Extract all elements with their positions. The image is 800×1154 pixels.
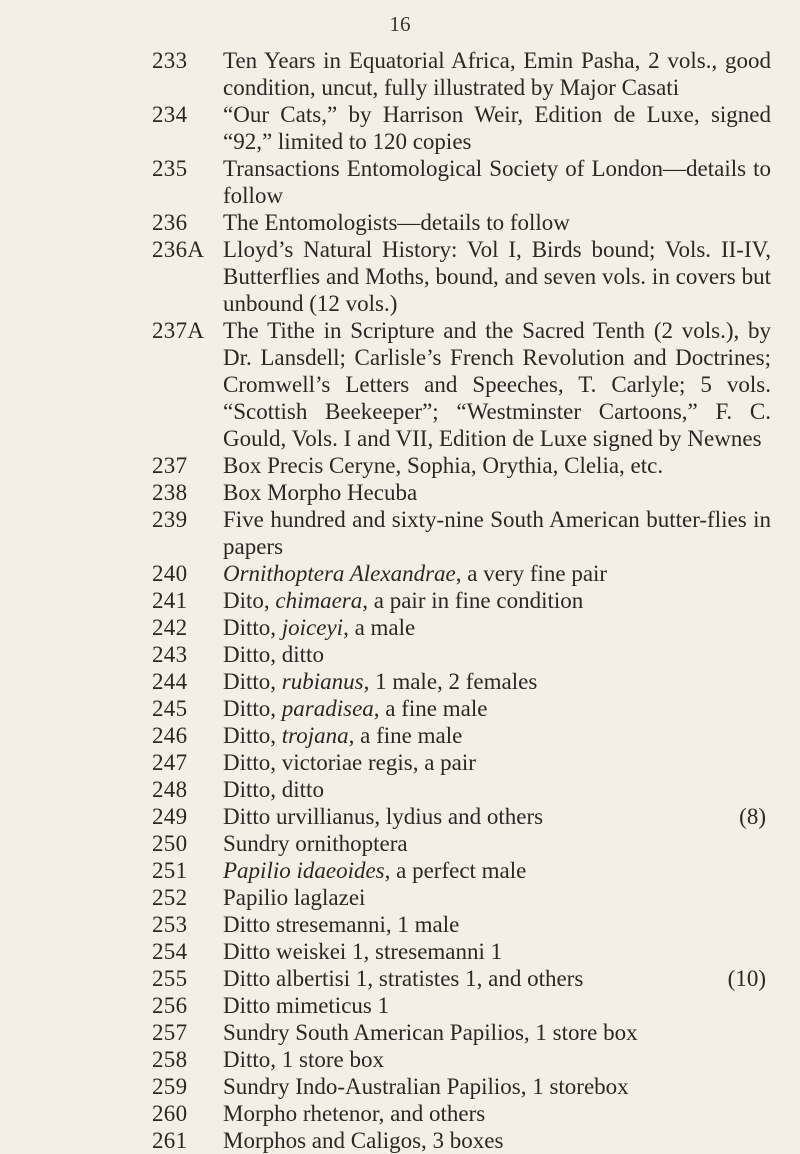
lot-number: 252 (152, 885, 188, 910)
lot-number: 242 (152, 615, 188, 640)
description-text: “Our Cats,” by Harrison Weir, Edition de Luxe, signed “92,” limited to 120 copies (223, 102, 771, 154)
lot-number: 253 (152, 912, 188, 937)
description-text: Ten Years in Equatorial Africa, Emin Pasha, 2 vols., good condition, uncut, fully illustrated by Major Casati (223, 48, 771, 100)
description-text: , a perfect male (384, 858, 527, 883)
description-text: Box Morpho Hecuba (223, 480, 418, 505)
lot-number: 245 (152, 696, 188, 721)
lot-description (223, 749, 771, 776)
lot-number: 255 (152, 966, 188, 991)
lot-entry (0, 1073, 800, 1100)
lot-entry (0, 857, 800, 884)
lot-entry (0, 938, 800, 965)
lot-number: 236 (152, 210, 188, 235)
lot-description (223, 317, 771, 452)
lot-description (223, 1019, 771, 1046)
lot-description (223, 668, 771, 695)
description-text: Box Precis Ceryne, Sophia, Orythia, Clelia, etc. (223, 453, 664, 478)
lot-description (223, 587, 771, 614)
lot-entry (0, 1046, 800, 1073)
lot-description (223, 479, 771, 506)
lot-entry (0, 1127, 800, 1154)
lot-number: 248 (152, 777, 188, 802)
lot-number: 243 (152, 642, 188, 667)
lot-entry (0, 776, 800, 803)
description-text: , a pair in fine condition (362, 588, 584, 613)
lot-number: 237A (152, 318, 205, 343)
species-name: trojana (281, 723, 349, 748)
lot-entry (0, 749, 800, 776)
description-text: Ditto mimeticus 1 (223, 993, 390, 1018)
lot-description (223, 803, 771, 830)
lot-description (223, 641, 771, 668)
lot-number: 246 (152, 723, 188, 748)
quantity-note: (8) (739, 804, 766, 829)
lot-number: 258 (152, 1047, 188, 1072)
lot-number: 249 (152, 804, 188, 829)
lot-description (223, 560, 771, 587)
lot-number: 247 (152, 750, 188, 775)
lot-entry (0, 695, 800, 722)
lot-entry (0, 992, 800, 1019)
species-name: Ornithoptera Alexandrae (223, 561, 456, 586)
description-text: Ditto albertisi 1, stratistes 1, and others (223, 966, 584, 991)
lot-entry (0, 830, 800, 857)
lot-entry (0, 101, 800, 155)
description-text: Sundry Indo-Australian Papilios, 1 storebox (223, 1074, 629, 1099)
lot-entry (0, 155, 800, 209)
lot-entry (0, 317, 800, 452)
description-text: Lloyd’s Natural History: Vol I, Birds bound; Vols. II-IV, Butterflies and Moths, bound, and seven vols. in covers but unbound (12 vols.) (223, 237, 771, 316)
lot-description (223, 1046, 771, 1073)
lot-description (223, 1073, 771, 1100)
description-text: Papilio laglazei (223, 885, 366, 910)
description-text: Ditto weiskei 1, stresemanni 1 (223, 939, 503, 964)
lot-description (223, 857, 771, 884)
lot-description (223, 236, 771, 317)
lot-description (223, 965, 771, 992)
lot-description (223, 101, 771, 155)
lot-entry (0, 560, 800, 587)
lot-entry (0, 641, 800, 668)
lot-number: 238 (152, 480, 188, 505)
description-text: Transactions Entomological Society of London—details to follow (223, 156, 771, 208)
description-text: Ditto, (223, 669, 282, 694)
lot-number: 237 (152, 453, 188, 478)
lot-description (223, 452, 771, 479)
description-text: Ditto, ditto (223, 777, 324, 802)
lot-number: 234 (152, 102, 188, 127)
description-text: , a male (343, 615, 416, 640)
lot-number: 260 (152, 1101, 188, 1126)
lot-number: 250 (152, 831, 188, 856)
quantity-note: (10) (727, 966, 766, 991)
lot-number: 236A (152, 237, 205, 262)
lot-number: 254 (152, 939, 188, 964)
description-text: Ditto, victoriae regis, a pair (223, 750, 476, 775)
lot-number: 241 (152, 588, 188, 613)
lot-entry (0, 236, 800, 317)
description-text: Morpho rhetenor, and others (223, 1101, 486, 1126)
lot-description (223, 695, 771, 722)
lot-number: 240 (152, 561, 188, 586)
lot-description (223, 155, 771, 209)
description-text: Ditto urvillianus, lydius and others (223, 804, 544, 829)
page-number: 16 (389, 12, 411, 36)
lot-description (223, 938, 771, 965)
lot-description (223, 209, 771, 236)
lot-number: 259 (152, 1074, 188, 1099)
species-name: joiceyi (281, 615, 344, 640)
lot-description (223, 776, 771, 803)
description-text: Ditto, (223, 615, 282, 640)
species-name: Papilio idaeoides (223, 858, 385, 883)
description-text: Morphos and Caligos, 3 boxes (223, 1128, 504, 1153)
description-text: Ditto, (223, 696, 282, 721)
description-text: , a fine male (373, 696, 488, 721)
description-text: Dito, (223, 588, 276, 613)
lot-number: 256 (152, 993, 188, 1018)
lot-entry (0, 911, 800, 938)
description-text: The Tithe in Scripture and the Sacred Tenth (2 vols.), by Dr. Lansdell; Carlisle’s French Revolution and Doctrines; Cromwell’s Letters and Speeches, T. Carlyle; 5 vols. “Scottish Beekeeper”; “Westminster Cartoons,” F. C. Gould, Vols. I and VII, Edition de Luxe signed by Newnes (223, 318, 771, 451)
lot-entry (0, 722, 800, 749)
lot-description (223, 506, 771, 560)
lot-number: 244 (152, 669, 188, 694)
description-text: Five hundred and sixty-nine South American butter-flies in papers (223, 507, 771, 559)
description-text: Ditto, (223, 723, 282, 748)
lot-entry (0, 884, 800, 911)
description-text: Ditto stresemanni, 1 male (223, 912, 460, 937)
lot-entry (0, 668, 800, 695)
description-text: Sundry South American Papilios, 1 store box (223, 1020, 638, 1045)
lot-description (223, 1127, 771, 1154)
lot-description (223, 722, 771, 749)
lot-description (223, 614, 771, 641)
lot-entry (0, 1100, 800, 1127)
lot-entry (0, 47, 800, 101)
description-text: Ditto, 1 store box (223, 1047, 384, 1072)
species-name: rubianus (281, 669, 364, 694)
lot-number: 251 (152, 858, 188, 883)
lot-entry (0, 452, 800, 479)
lot-number: 239 (152, 507, 188, 532)
species-name: chimaera (275, 588, 363, 613)
lot-description (223, 1100, 771, 1127)
description-text: , a very fine pair (455, 561, 608, 586)
lot-description (223, 911, 771, 938)
lot-description (223, 884, 771, 911)
lot-entry (0, 479, 800, 506)
lot-number: 261 (152, 1128, 188, 1153)
lot-entry (0, 803, 800, 830)
lot-entry (0, 614, 800, 641)
description-text: Ditto, ditto (223, 642, 324, 667)
lot-number: 233 (152, 48, 188, 73)
species-name: paradisea (281, 696, 374, 721)
lot-list (0, 47, 800, 1154)
lot-description (223, 992, 771, 1019)
lot-entry (0, 965, 800, 992)
lot-entry (0, 587, 800, 614)
description-text: , 1 male, 2 females (363, 669, 538, 694)
lot-number: 257 (152, 1020, 188, 1045)
description-text: Sundry ornithoptera (223, 831, 408, 856)
description-text: The Entomologists—details to follow (223, 210, 570, 235)
lot-entry (0, 209, 800, 236)
description-text: , a fine male (348, 723, 463, 748)
lot-number: 235 (152, 156, 188, 181)
lot-description (223, 830, 771, 857)
lot-entry (0, 1019, 800, 1046)
lot-entry (0, 506, 800, 560)
lot-description (223, 47, 771, 101)
